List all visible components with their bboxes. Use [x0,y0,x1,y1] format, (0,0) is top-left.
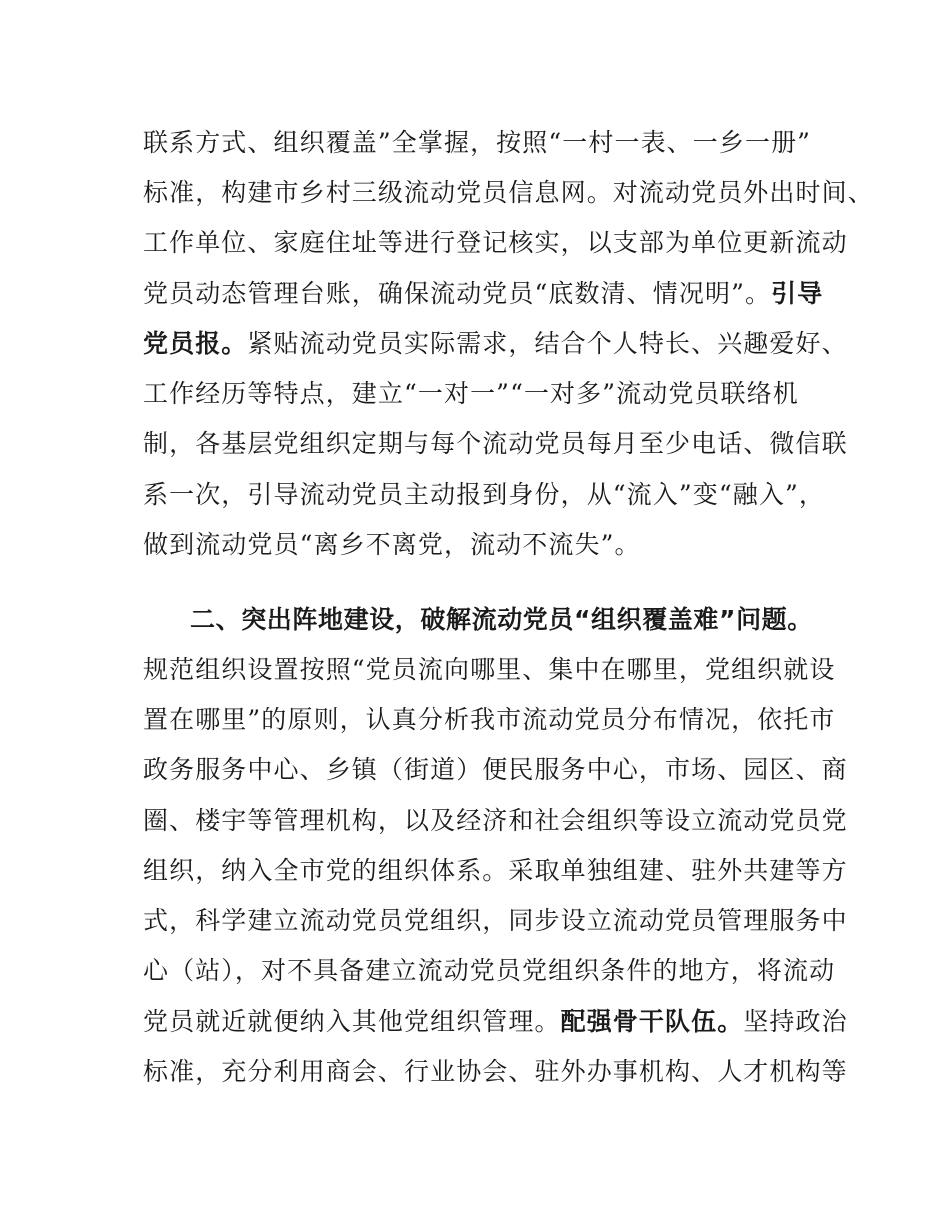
text-line: 系一次，引导流动党员主动报到身份，从“流入”变“融入”， [143,480,825,509]
text-run: 党员动态管理台账，确保流动党员“底数清、情况明”。 [143,279,772,308]
bold-run: 配强骨干队伍。 [560,1007,744,1036]
text-line: 心（站），对不具备建立流动党员党组织条件的地方，将流动 [143,956,836,985]
text-line: 政务服务中心、乡镇（街道）便民服务中心，市场、园区、商 [143,755,848,784]
text-line [143,279,843,309]
bold-run: 党员报。 [143,329,248,358]
text-line: 工作单位、家庭住址等进行登记核实，以支部为单位更新流动 [143,228,848,257]
text-line: 标准，构建市乡村三级流动党员信息网。对流动党员外出时间、 [143,178,874,207]
text-line: 组织，纳入全市党的组织体系。采取单独组建、驻外共建等方 [143,856,848,885]
text-line: 制，各基层党组织定期与每个流动党员每月至少电话、微信联 [143,429,848,458]
text-line: 圈、楼宇等管理机构，以及经济和社会组织等设立流动党员党 [143,806,848,835]
text-line: 工作经历等特点，建立“一对一”“一对多”流动党员联络机 [143,379,799,408]
text-run: 党员就近就便纳入其他党组织管理。 [143,1007,561,1036]
text-line: 做到流动党员“离乡不离党，流动不流失”。 [143,530,641,559]
text-line [143,1007,848,1037]
text-run: 坚持政治 [743,1007,848,1036]
text-line: 式，科学建立流动党员党组织，同步设立流动党员管理服务中 [143,906,848,935]
text-line [143,329,848,359]
text-line: 置在哪里”的原则，认真分析我市流动党员分布情况，依托市 [143,705,836,734]
text-run: 紧贴流动党员实际需求，结合个人特长、兴趣爱好、 [247,329,848,358]
text-line: 规范组织设置按照“党员流向哪里、集中在哪里，党组织就设 [143,655,836,684]
text-line: 标准，充分利用商会、行业协会、驻外办事机构、人才机构等 [143,1057,848,1086]
text-line: 联系方式、组织覆盖”全掌握，按照“一村一表、一乡一册” [143,128,812,157]
section-heading: 二、突出阵地建设，破解流动党员“组织覆盖难”问题。 [190,605,813,634]
bold-run: 引导 [771,279,824,308]
